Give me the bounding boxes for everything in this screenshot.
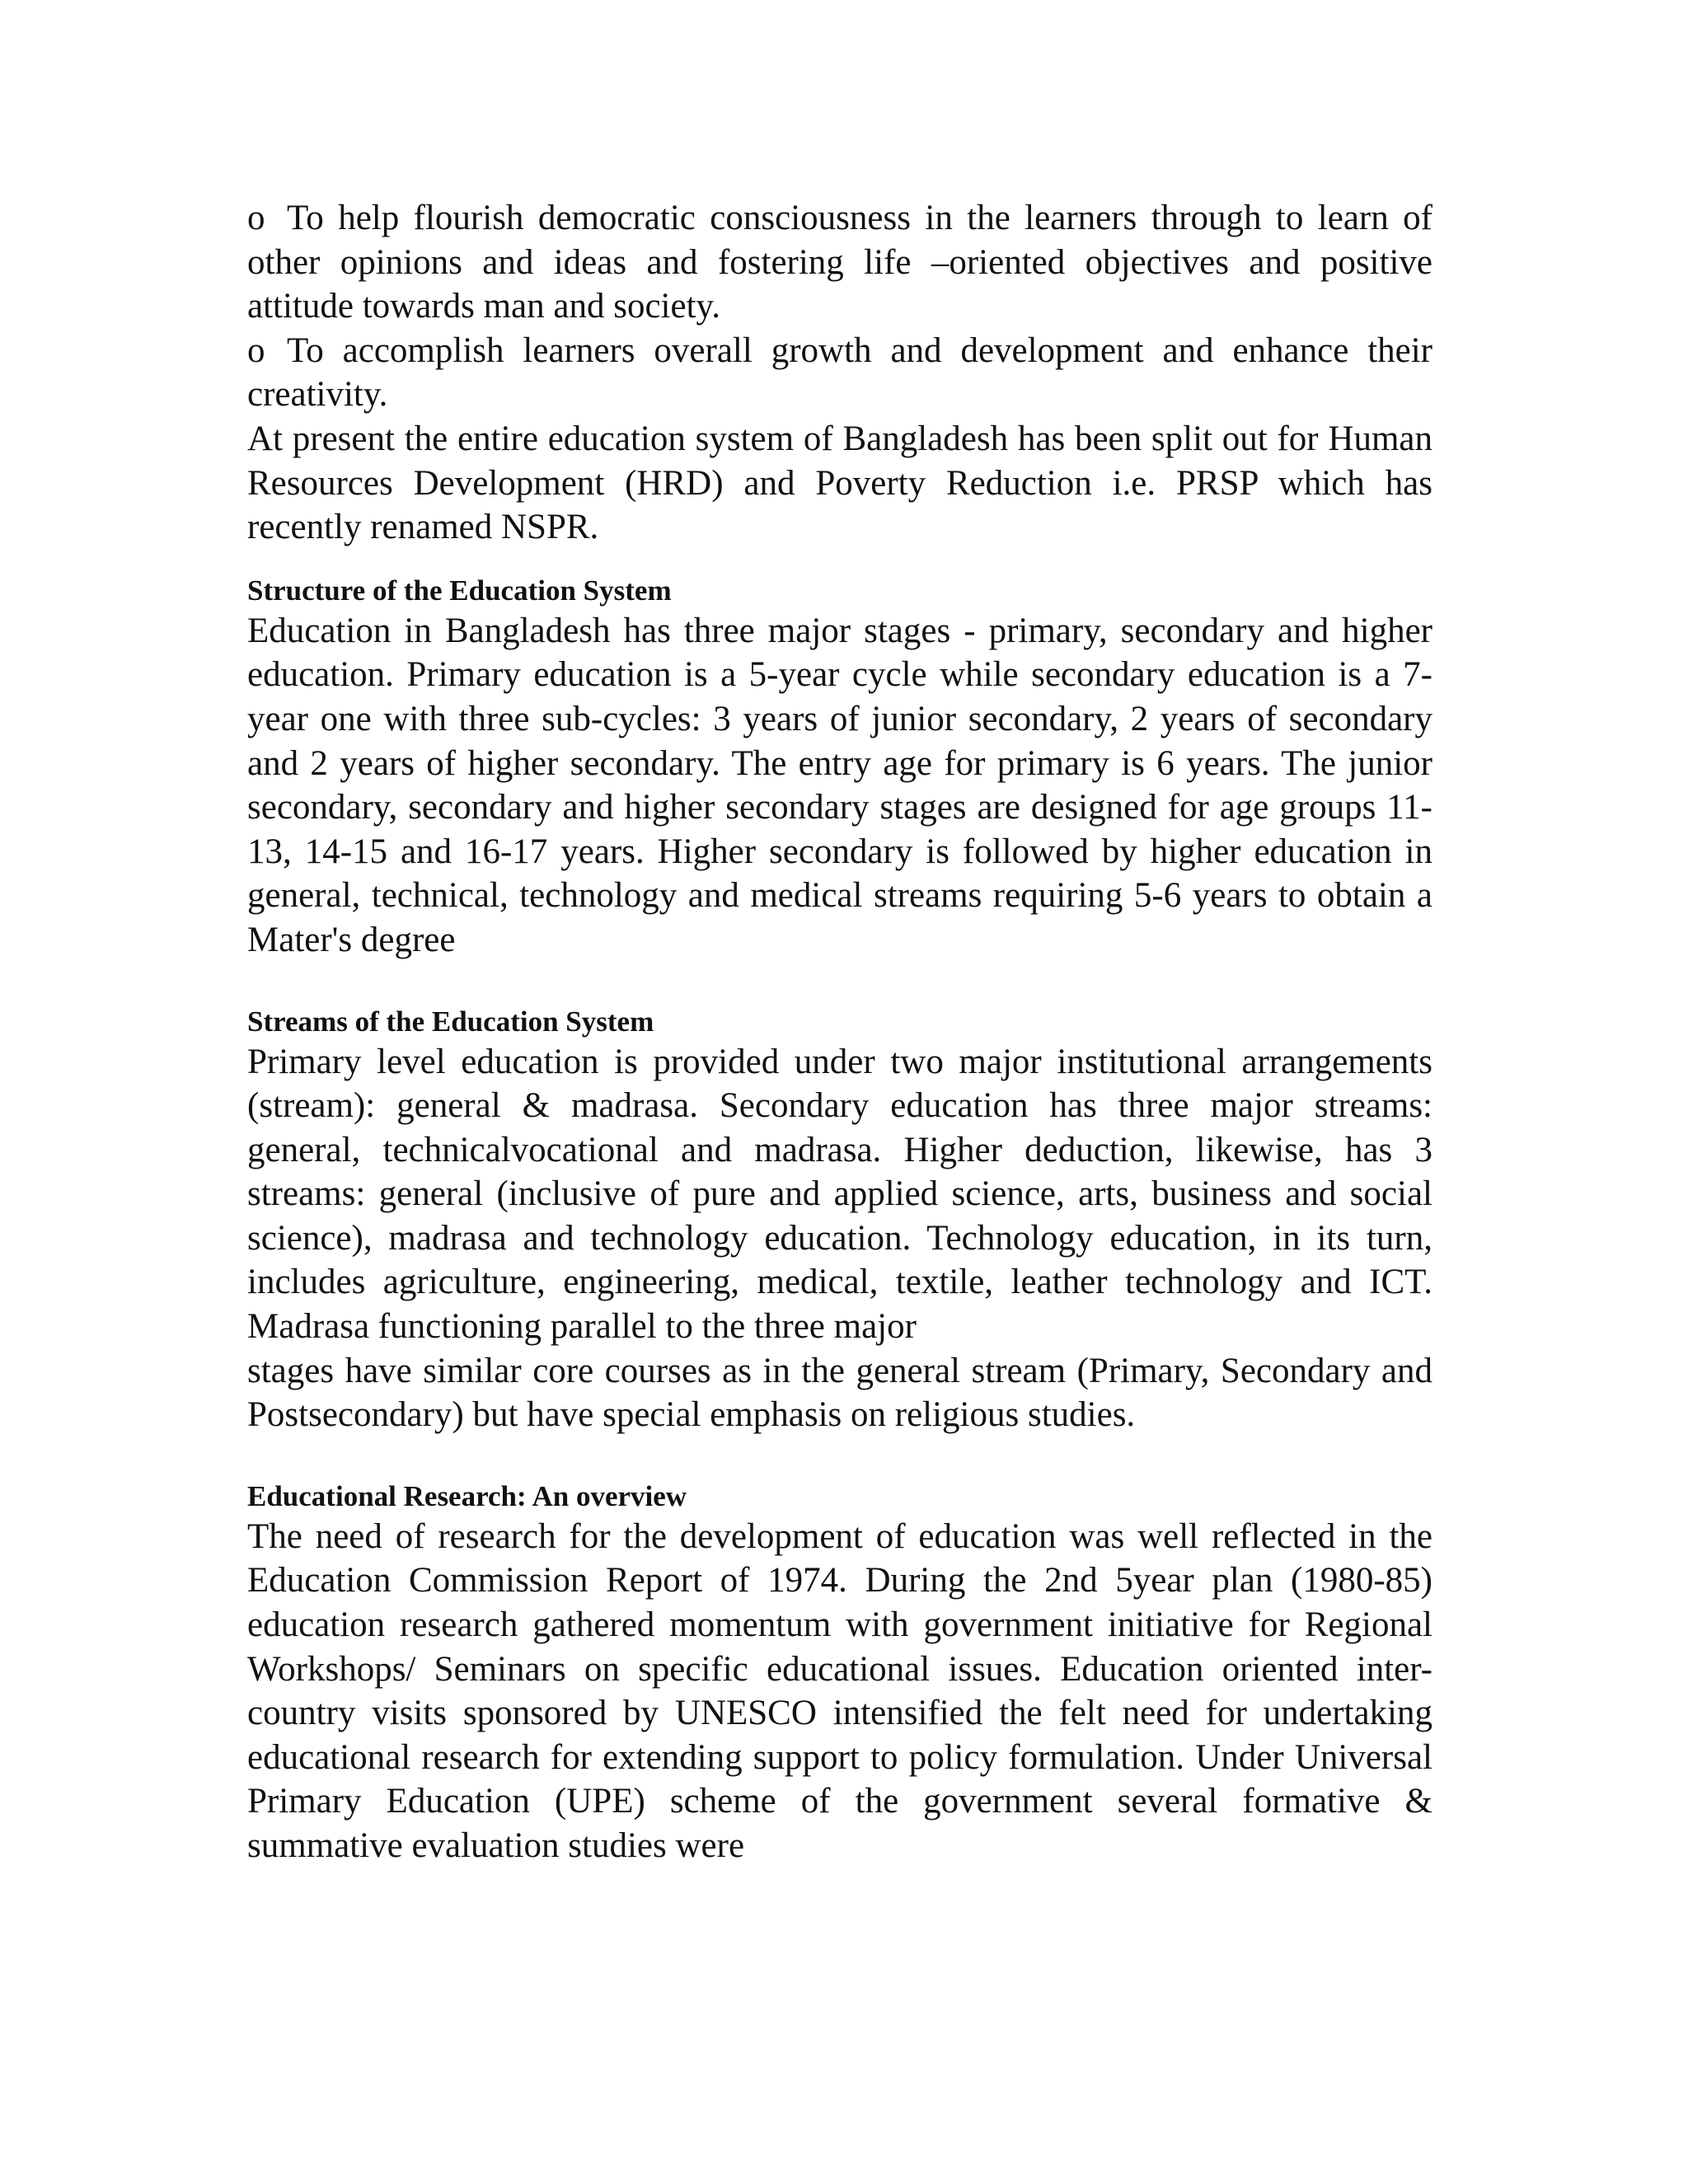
section-heading-streams: Streams of the Education System: [247, 1005, 654, 1038]
bullet-item: [247, 196, 1432, 329]
bullet-text: To accomplish learners overall growth and development and enhance their creativity.: [247, 330, 1432, 415]
bullet-marker: o: [247, 199, 265, 237]
document-page: [247, 196, 1432, 1868]
section-heading-structure: Structure of the Education System: [247, 574, 672, 607]
section-paragraph: Education in Bangladesh has three major stages - primary, secondary and higher education. Primary education is a 5-year cycle while secondary education is a 7-year one with three sub-cycles: 3 years of junior secondary, 2 years of secondary and 2 years of higher secondary. The entry age for primary is 6 years. The junior secondary, secondary and higher secondary stages are designed for age groups 11-13, 14-15 and 16-17 years. Higher secondary is followed by higher education in general, technical, technology and medical streams requiring 5-6 years to obtain a Mater's degree: [247, 611, 1432, 959]
intro-paragraph: At present the entire education system of Bangladesh has been split out for Human Resources Development (HRD) and Poverty Reduction i.e. PRSP which has recently renamed NSPR.: [247, 419, 1432, 547]
bullet-item: [247, 329, 1432, 417]
section-paragraph: Primary level education is provided under two major institutional arrangements (stream): general & madrasa. Secondary education has three major streams: general, technicalvocational and madrasa. Higher deduction, likewise, has 3 streams: general (inclusive of pure and applied science, arts, business and social science), madrasa and technology education. Technology education, in its turn, includes agriculture, engineering, medical, textile, leather technology and ICT. Madrasa functioning parallel to the three major: [247, 1042, 1432, 1347]
bullet-marker: o: [247, 330, 265, 370]
section-paragraph: The need of research for the development of education was well reflected in the Education Commission Report of 1974. During the 2nd 5year plan (1980-85) education research gathered momentum with government initiative for Regional Workshops/ Seminars on specific educational issues. Education oriented inter-country visits sponsored by UNESCO intensified the felt need for undertaking educational research for extending support to policy formulation. Under Universal Primary Education (UPE) scheme of the government several formative & summative evaluation studies were: [247, 1516, 1432, 1865]
bullet-text: To help flourish democratic consciousness in the learners through to learn of other opinions and ideas and fostering life –oriented objectives and positive attitude towards man and society.: [247, 199, 1432, 326]
section-heading-research: Educational Research: An overview: [247, 1479, 687, 1512]
section-paragraph: stages have similar core courses as in the general stream (Primary, Secondary and Postsecondary) but have special emphasis on religious studies.: [247, 1351, 1432, 1435]
